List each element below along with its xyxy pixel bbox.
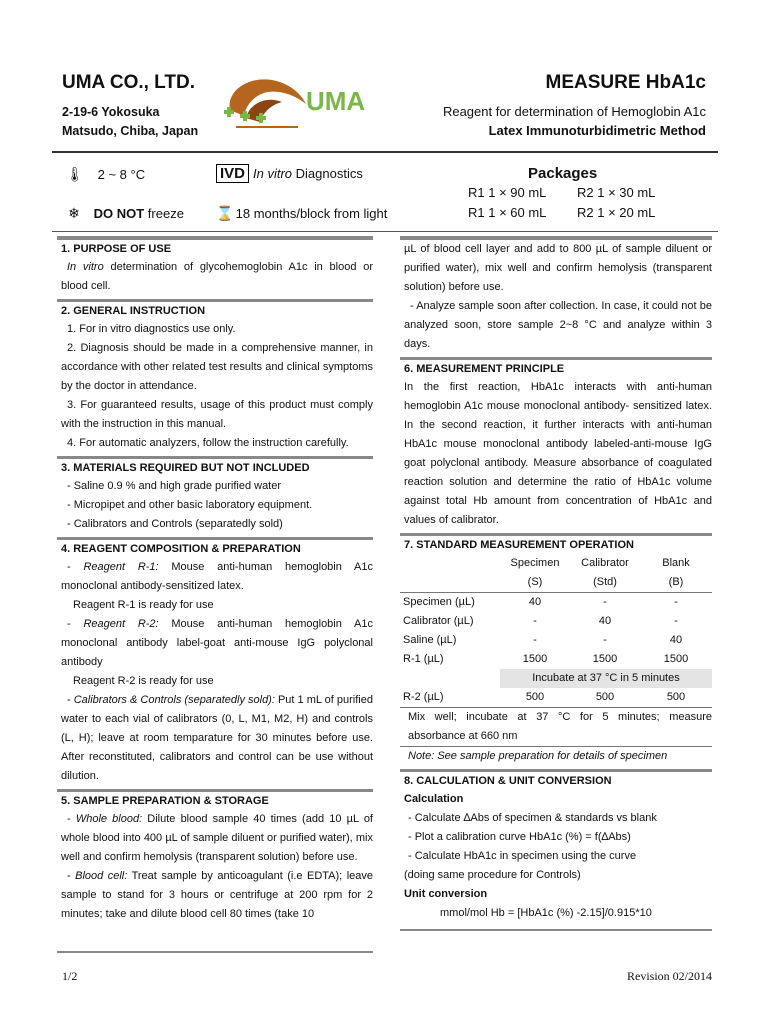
table-header: Blank: [662, 557, 690, 569]
table-cell: 40: [528, 596, 542, 608]
incubation-text: Incubate at 37 °C in 5 minutes: [500, 669, 712, 688]
table-row: [400, 650, 712, 669]
table-cell: R-2 (µL): [403, 691, 444, 703]
list-item: 1. For in vitro diagnostics use only.: [67, 323, 236, 335]
table-cell: -: [603, 596, 607, 608]
unit-conversion-heading: Unit conversion: [404, 888, 488, 900]
conversion-formula: mmol/mol Hb = [HbA1c (%) -2.15]/0.915*10: [440, 907, 652, 919]
table-cell: 1500: [522, 653, 548, 665]
list-item: 4. For automatic analyzers, follow the instruction carefully.: [67, 437, 349, 449]
hourglass-icon: ⌛: [216, 205, 234, 221]
section-title: 6. MEASUREMENT PRINCIPLE: [404, 363, 565, 375]
company-name: UMA CO., LTD.: [62, 72, 195, 93]
list-item: - Plot a calibration curve HbA1c (%) = f(∆Abs): [408, 831, 631, 843]
section-purpose: 1. PURPOSE OF USE In vitro determination of glycohemoglobin A1c in blood or blood cell.: [57, 240, 373, 296]
calculation-heading: Calculation: [404, 793, 464, 805]
table-cell: -: [533, 634, 537, 646]
section-measurement-principle: [400, 360, 712, 530]
table-cell: 500: [525, 691, 545, 703]
table-cell: 1500: [663, 653, 689, 665]
list-item: - Calculate ∆Abs of specimen & standards vs blank: [408, 812, 657, 824]
packages-title: Packages: [528, 165, 598, 182]
table-cell: Saline (µL): [403, 634, 457, 646]
package-r2-20: R2 1 × 20 mL: [577, 205, 656, 220]
section-general-instruction: [57, 302, 373, 453]
incubation-row: [400, 669, 712, 688]
package-r1-90: R1 1 × 90 mL: [468, 185, 547, 200]
table-cell: 1500: [592, 653, 618, 665]
table-cell: -: [533, 615, 537, 627]
thermometer-icon: 🌡︎: [66, 166, 84, 182]
package-r1-60: R1 1 × 60 mL: [468, 205, 547, 220]
table-cell: Calibrator (µL): [403, 615, 474, 627]
right-column: [400, 236, 712, 923]
package-r2-30: R2 1 × 30 mL: [577, 185, 656, 200]
uma-logo-icon: [216, 70, 312, 134]
section-title: 7. STANDARD MEASUREMENT OPERATION: [404, 539, 634, 551]
address-line-1: 2-19-6 Yokosuka: [62, 105, 160, 119]
table-cell: 500: [666, 691, 686, 703]
shelf-life: ⌛ 18 months/block from light: [216, 205, 388, 221]
table-header: (B): [668, 576, 684, 588]
address-line-2: Matsudo, Chiba, Japan: [62, 124, 199, 138]
table-header: (Std): [593, 576, 617, 588]
temperature-text: 2 ~ 8 °C: [97, 167, 146, 182]
table-cell: -: [674, 615, 678, 627]
product-method: Latex Immunoturbidimetric Method: [488, 123, 706, 138]
table-cell: R-1 (µL): [403, 653, 444, 665]
section-standard-operation: [400, 536, 712, 766]
section-materials: [57, 459, 373, 534]
product-subtitle: Reagent for determination of Hemoglobin A1c: [442, 104, 706, 119]
controls-note: (doing same procedure for Controls): [404, 869, 581, 881]
table-row: [400, 593, 712, 613]
list-item: 2. Diagnosis should be made in a comprehensive manner, in accordance with other related test results and clinical symptoms by the doctor in attendance.: [61, 342, 373, 392]
info-divider: [52, 231, 718, 232]
list-item: - Micropipet and other basic laboratory equipment.: [67, 499, 313, 511]
list-item: - Calculate HbA1c in specimen using the curve: [408, 850, 637, 862]
revision: Revision 02/2014: [626, 969, 712, 983]
analyze-note: - Analyze sample soon after collection. In case, it could not be analyzed soon, store sample 2~8 °C and analyze within 3 days.: [404, 300, 712, 350]
section-title: 2. GENERAL INSTRUCTION: [61, 305, 206, 317]
snowflake-icon: ❄: [68, 205, 80, 221]
section-title: 3. MATERIALS REQUIRED BUT NOT INCLUDED: [61, 462, 310, 474]
header-divider: [52, 151, 718, 153]
ivd-label: IVD In vitro Diagnostics: [216, 164, 363, 183]
table-row: [400, 631, 712, 650]
list-item: 3. For guaranteed results, usage of this product must comply with the instruction in this manual.: [61, 399, 373, 430]
table-cell: 40: [669, 634, 683, 646]
logo-text: UMA: [306, 86, 366, 116]
sample-prep-continued: µL of blood cell layer and add to 800 µL of sample diluent or purified water), mix well and confirm hemolysis (transparent solution) before use.: [404, 243, 712, 293]
section-title: 1. PURPOSE OF USE: [61, 243, 172, 255]
table-subheader-row: [400, 573, 712, 593]
table-header-row: [400, 554, 712, 573]
storage-temperature: [66, 166, 145, 183]
table-row: [400, 612, 712, 631]
list-item: - Calibrators and Controls (separatedly sold): [67, 518, 283, 530]
product-title: MEASURE HbA1c: [545, 72, 706, 93]
table-cell: -: [603, 634, 607, 646]
principle-text: In the first reaction, HbA1c interacts with anti-human hemoglobin A1c mouse monoclonal antibody- sensitized latex. In the second reaction, it further interacts with anti-human HbA1c mouse monoclonal antibody labeled-anti-mouse IgG goat polyclonal antibody. Measure absorbance of coagulated reaction solution and determine the ratio of HbA1c volume against total Hb amount from concentration of HbA1c and values of calibrator.: [404, 381, 712, 526]
page-number: 1/2: [62, 969, 78, 983]
table-header: Calibrator: [581, 557, 629, 569]
section-reagent-composition: 4. REAGENT COMPOSITION & PREPARATION - Reagent R-1: Mouse anti-human hemoglobin A1c monoclonal antibody-sensitized latex. Reagent R-1 is ready for use - Reagent R-2: Mouse anti-human hemoglobin A1c monoclonal antibody label-goat anti-mouse IgG polyclonal antibody Reagent R-2 is ready for use - Calibrators & Controls (separatedly sold): Put 1 mL of purified water to each vial of calibrators (0, L, M1, M2, H) and controls (L, H); leave at room temparature for 30 minutes before use. After reconstituted, calibrators and control can be use without dilution.: [57, 540, 373, 786]
table-row: [400, 688, 712, 708]
table-note: Note: See sample preparation for details of specimen: [408, 750, 668, 762]
table-cell: 500: [595, 691, 615, 703]
section-title: 5. SAMPLE PREPARATION & STORAGE: [61, 795, 269, 807]
section-title: 4. REAGENT COMPOSITION & PREPARATION: [61, 543, 301, 555]
operation-table: [400, 554, 712, 708]
table-header: (S): [527, 576, 543, 588]
table-cell: -: [674, 596, 678, 608]
table-cell: Specimen (µL): [403, 596, 475, 608]
section-sample-preparation: 5. SAMPLE PREPARATION & STORAGE - Whole blood: Dilute blood sample 40 times (add 10 µL of whole blood into 400 µL of sample diluent or purified water), mix well and confirm hemolysis (transparent solution) before use. - Blood cell: Treat sample by anticoagulant (i.e EDTA); leave sample to stand for 3 hours or centrifuge at 200 rpm for 2 minutes; take and dilute blood cell 80 times (take 10: [57, 792, 373, 924]
section-calculation: [400, 772, 712, 923]
table-header: Specimen: [510, 557, 560, 569]
list-item: - Saline 0.9 % and high grade purified water: [67, 480, 282, 492]
ivd-badge: IVD: [216, 164, 249, 183]
mix-instruction: Mix well; incubate at 37 °C for 5 minutes; measure absorbance at 660 nm: [400, 708, 712, 747]
section-title: 8. CALCULATION & UNIT CONVERSION: [404, 775, 612, 787]
left-column: [57, 236, 373, 924]
table-cell: 40: [598, 615, 612, 627]
freeze-warning: ❄ DO NOT freeze: [66, 205, 184, 222]
